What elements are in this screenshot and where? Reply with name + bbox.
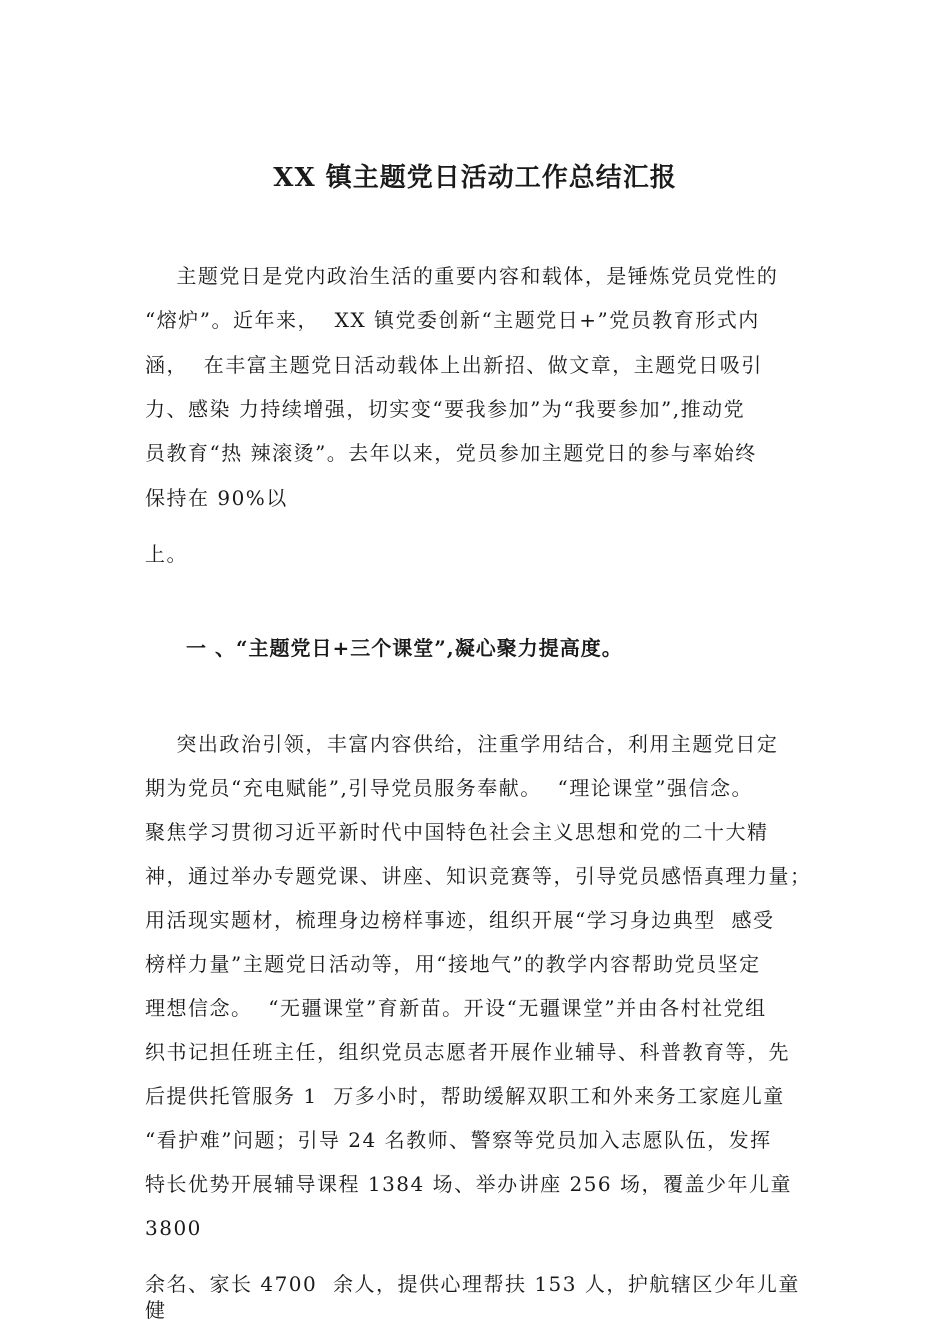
body-line-13: 余名、家长 4700 余人，提供心理帮扶 153 人，护航辖区少年儿童: [145, 1272, 800, 1296]
intro-line-1: 主题党日是党内政治生活的重要内容和载体，是锤炼党员党性的: [145, 264, 779, 288]
intro-line-6: 保持在 90%以: [145, 486, 288, 510]
body-line-6: 榜样力量”主题党日活动等，用“接地气”的教学内容帮助党员坚定: [145, 952, 761, 976]
body-line-4: 神，通过举办专题党课、讲座、知识竞赛等，引导党员感悟真理力量；: [145, 864, 812, 888]
body-line-9: 后提供托管服务 1 万多小时，帮助缓解双职工和外来务工家庭儿童: [145, 1084, 785, 1108]
intro-line-7: 上。: [145, 542, 188, 566]
section-heading: 一 、“主题党日+三个课堂”,凝心聚力提高度。: [186, 636, 623, 660]
intro-line-2: “熔炉”。近年来， XX 镇党委创新“主题党日+”党员教育形式内: [145, 308, 760, 332]
body-line-5: 用活现实题材，梳理身边榜样事迹，组织开展“学习身边典型 感受: [145, 908, 775, 932]
body-line-10: “看护难”问题；引导 24 名教师、警察等党员加入志愿队伍，发挥: [145, 1128, 772, 1152]
body-line-12: 3800: [145, 1216, 202, 1240]
intro-line-4: 力、感染 力持续增强，切实变“要我参加”为“我要参加”,推动党: [145, 397, 746, 421]
body-line-8: 织书记担任班主任，组织党员志愿者开展作业辅导、科普教育等，先: [145, 1040, 790, 1064]
body-line-3: 聚焦学习贯彻习近平新时代中国特色社会主义思想和党的二十大精: [145, 820, 769, 844]
body-line-2: 期为党员“充电赋能”,引导党员服务奉献。 “理论课堂”强信念。: [145, 776, 753, 800]
intro-line-5: 员教育“热 辣滚烫”。去年以来，党员参加主题党日的参与率始终: [145, 441, 757, 465]
document-title: XX 镇主题党日活动工作总结汇报: [273, 163, 677, 193]
body-line-11: 特长优势开展辅导课程 1384 场、举办讲座 256 场，覆盖少年儿童: [145, 1172, 793, 1196]
body-line-7: 理想信念。 “无疆课堂”育新苗。开设“无疆课堂”并由各村社党组: [145, 996, 767, 1020]
body-line-1: 突出政治引领，丰富内容供给，注重学用结合，利用主题党日定: [145, 732, 779, 756]
body-line-14: 健: [145, 1298, 167, 1322]
intro-line-3: 涵， 在丰富主题党日活动载体上出新招、做文章，主题党日吸引: [145, 353, 763, 377]
